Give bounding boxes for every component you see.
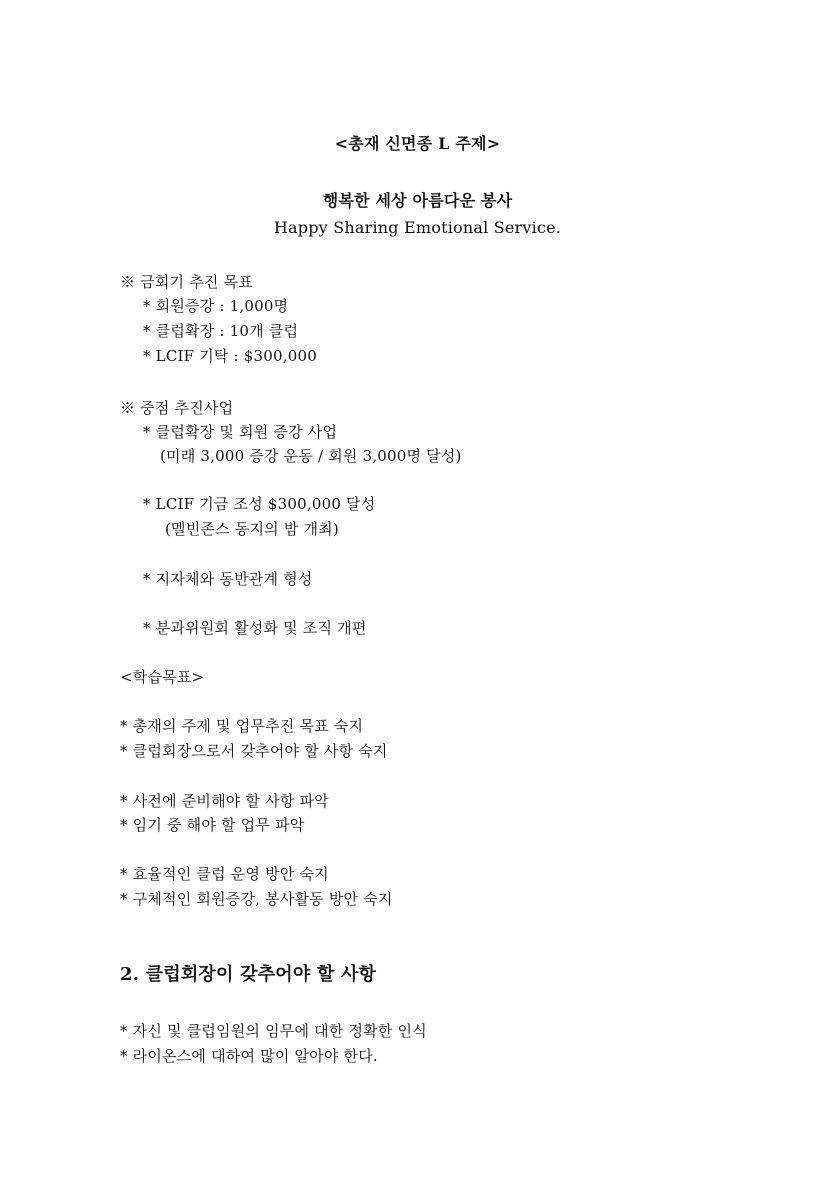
learning-item: * 사전에 준비해야 할 사항 파악 [120, 792, 329, 810]
project-item: * LCIF 기금 조성 $300,000 달성 [143, 495, 376, 513]
learning-item: * 효율적인 클럽 운영 방안 숙지 [120, 865, 329, 883]
projects-heading: ※ 중점 추진사업 [120, 399, 234, 417]
learning-item: * 구체적인 회원증강, 봉사활동 방안 숙지 [120, 890, 393, 908]
project-note: (멜빈존스 동지의 밤 개최) [165, 520, 339, 538]
learning-heading: <학습목표> [120, 668, 205, 686]
section-heading: 2. 클럽회장이 갖추어야 할 사항 [120, 964, 377, 985]
document-title: <총재 신면종 L 주제> [334, 134, 501, 153]
learning-item: * 클럽회장으로서 갖추어야 할 사항 숙지 [120, 742, 388, 760]
goal-item: * 클럽확장 : 10개 클럽 [143, 322, 299, 340]
project-item: * 클럽확장 및 회원 증강 사업 [143, 423, 338, 441]
motto-korean: 행복한 세상 아름다운 봉사 [322, 191, 513, 210]
project-item: * 지자체와 동반관계 형성 [143, 570, 313, 588]
project-item: * 분과위원회 활성화 및 조직 개편 [143, 619, 367, 637]
project-note: (미래 3,000 증강 운동 / 회원 3,000명 달성) [160, 447, 462, 465]
goal-item: * 회원증강 : 1,000명 [143, 297, 289, 315]
learning-item: * 총재의 주제 및 업무추진 목표 숙지 [120, 717, 364, 735]
goals-heading: ※ 금회기 추진 목표 [120, 273, 253, 291]
motto-english: Happy Sharing Emotional Service. [273, 218, 562, 237]
goal-item: * LCIF 기탁 : $300,000 [143, 347, 317, 365]
learning-item: * 임기 중 해야 할 업무 파악 [120, 816, 305, 834]
section-item: * 자신 및 클럽임원의 임무에 대한 정확한 인식 [120, 1022, 427, 1040]
section-item: * 라이온스에 대하여 많이 알아야 한다. [120, 1047, 378, 1065]
